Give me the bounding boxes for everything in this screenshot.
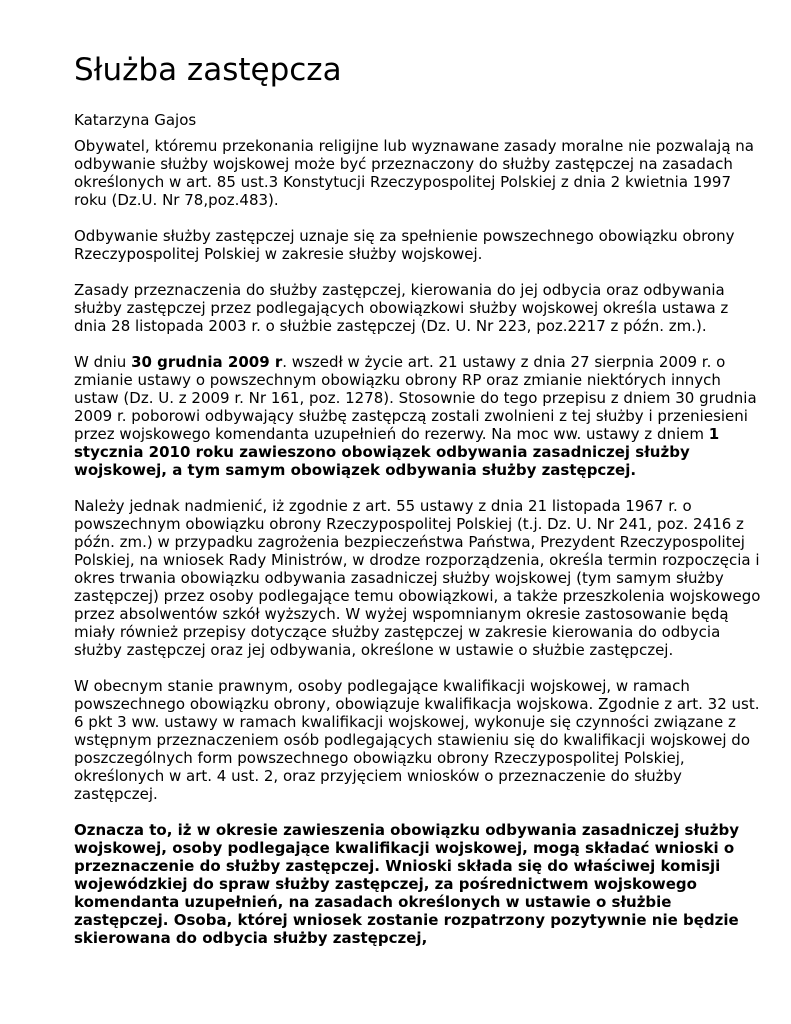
paragraph-5: Należy jednak nadmienić, iż zgodnie z art. 55 ustawy z dnia 21 listopada 1967 r. o powszechnym obowiązku obrony Rzeczypospolitej Polskiej (t.j. Dz. U. Nr 241, poz. 2416 z późn. zm.) w przypadku zagrożenia bezpieczeństwa Państwa, Prezydent Rzeczypospolitej Polskiej, na wniosek Rady Ministrów, w drodze rozporządzenia, określa termin rozpoczęcia i okres trwania obowiązku odbywania zasadniczej służby wojskowej (tym samym służby zastępczej) przez osoby podlegające temu obowiązkowi, a także przeszkolenia wojskowego przez absolwentów szkół wyższych. W wyżej wspomnianym okresie zastosowanie będą miały również przepisy dotyczące służby zastępczej w zakresie kierowania do odbycia służby zastępczej oraz jej odbywania, określone w ustawie o służbie zastępczej. (74, 497, 761, 659)
p4-text-c: . wszedł w życie art. 21 ustawy z dnia 27 sierpnia 2009 r. o zmianie ustawy o powszechnym obowiązku obrony RP oraz zmianie niektórych innych ustaw (Dz. U. z 2009 r. Nr 161, poz. 1278). Stosownie do tego przepisu z dniem 30 grudnia 2009 r. poborowi odbywający służbę zastępczą zostali zwolnieni z tej służby i przeniesieni przez wojskowego komendanta uzupełnień do rezerwy. Na moc ww. ustawy z dniem (74, 353, 757, 443)
paragraph-6: W obecnym stanie prawnym, osoby podlegające kwalifikacji wojskowej, w ramach powszechnego obowiązku obrony, obowiązuje kwalifikacja wojskowa. Zgodnie z art. 32 ust. 6 pkt 3 ww. ustawy w ramach kwalifikacji wojskowej, wykonuje się czynności związane z wstępnym przeznaczeniem osób podlegających stawieniu się do kwalifikacji wojskowej do poszczególnych form powszechnego obowiązku obrony Rzeczypospolitej Polskiej, określonych w art. 4 ust. 2, oraz przyjęciem wniosków o przeznaczenie do służby zastępczej. (74, 677, 760, 803)
paragraph-3: Zasady przeznaczenia do służby zastępczej, kierowania do jej odbycia oraz odbywania służby zastępczej przez podlegających obowiązkowi służby wojskowej określa ustawa z dnia 28 listopada 2003 r. o służbie zastępczej (Dz. U. Nr 223, poz.2217 z późn. zm.). (74, 281, 729, 335)
paragraph-4 (74, 353, 761, 479)
paragraph-2: Odbywanie służby zastępczej uznaje się za spełnienie powszechnego obowiązku obrony Rzeczypospolitej Polskiej w zakresie służby wojskowej. (74, 227, 735, 263)
author-name: Katarzyna Gajos (74, 111, 197, 129)
p4-bold-date: 30 grudnia 2009 r (131, 353, 283, 371)
paragraph-7-bold: Oznacza to, iż w okresie zawieszenia obowiązku odbywania zasadniczej służby wojskowej, osoby podlegające kwalifikacji wojskowej, mogą składać wnioski o przeznaczenie do służby zastępczej. Wnioski składa się do właściwej komisji wojewódzkiej do spraw służby zastępczej, za pośrednictwem wojskowego komendanta uzupełnień, na zasadach określonych w ustawie o służbie zastępczej. Osoba, której wniosek zostanie rozpatrzony pozytywnie nie będzie skierowana do odbycia służby zastępczej, (74, 821, 739, 947)
p4-text-a: W dniu (74, 353, 132, 371)
document-title: Służba zastępcza (74, 52, 342, 88)
p4-bold-statement: 1 stycznia 2010 roku zawieszono obowiązek odbywania zasadniczej służby wojskowej, a tym samym obowiązek odbywania służby zastępczej. (74, 425, 720, 479)
paragraph-1: Obywatel, któremu przekonania religijne lub wyznawane zasady moralne nie pozwalają na odbywanie służby wojskowej może być przeznaczony do służby zastępczej na zasadach określonych w art. 85 ust.3 Konstytucji Rzeczypospolitej Polskiej z dnia 2 kwietnia 1997 roku (Dz.U. Nr 78,poz.483). (74, 137, 754, 209)
